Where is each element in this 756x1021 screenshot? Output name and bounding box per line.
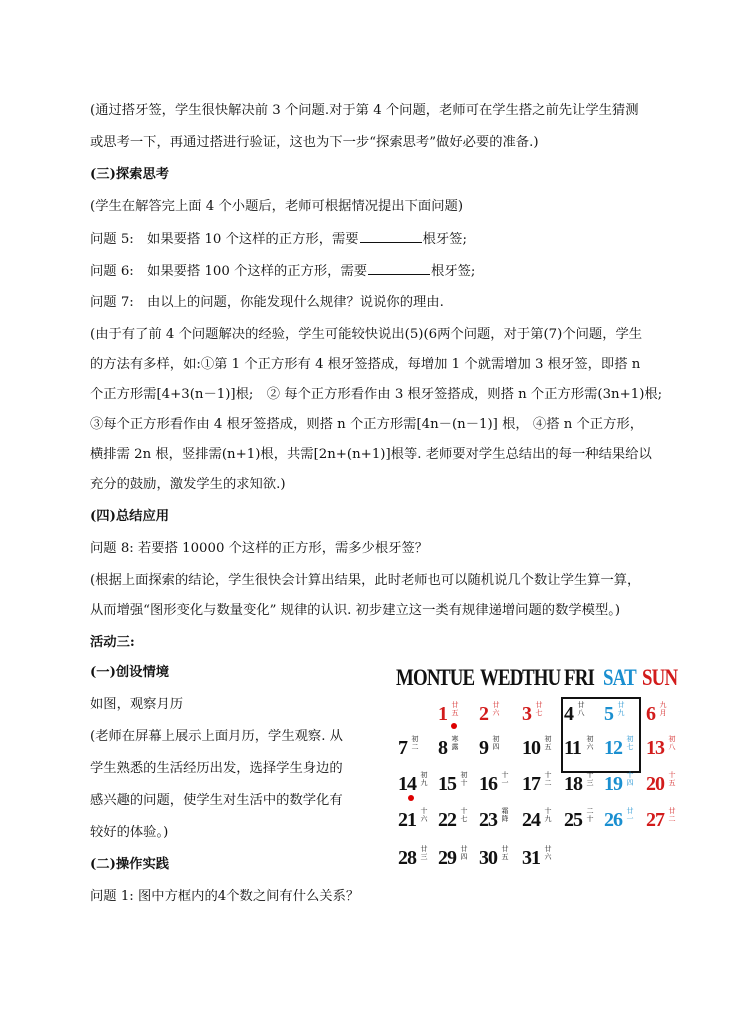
- lunar-date-label: 九月: [659, 701, 667, 717]
- lunar-date-label: 初二: [411, 735, 419, 751]
- lunar-date-label: 十六: [420, 807, 428, 823]
- day-number: 14: [398, 773, 416, 795]
- lunar-date-label: 十三: [586, 771, 594, 787]
- calendar-day-16: [479, 771, 519, 801]
- lunar-date-label: 初七: [626, 735, 634, 751]
- calendar-day-23: [479, 807, 519, 837]
- calendar-day-10: [522, 735, 562, 765]
- day-number: 18: [564, 773, 582, 795]
- lunar-date-label: 廿六: [492, 701, 500, 717]
- question-6-prefix: 问题 6: 如果要搭 100 个这样的正方形，需要: [90, 264, 368, 279]
- answer-blank-5[interactable]: [360, 230, 422, 243]
- day-number: 10: [522, 737, 540, 759]
- lunar-date-label: 十二: [544, 771, 552, 787]
- day-number: 11: [564, 737, 581, 759]
- paragraph-line: 学生熟悉的生活经历出发，选择学生身边的: [90, 761, 343, 776]
- calendar-day-29: [438, 845, 478, 875]
- weekday-header-tue: TUE: [438, 665, 475, 690]
- answer-blank-6[interactable]: [368, 262, 430, 275]
- lunar-date-label: 寒露: [451, 735, 459, 751]
- lunar-date-label: 初九: [420, 771, 428, 787]
- lunar-date-label: 十一: [501, 771, 509, 787]
- day-number: 31: [522, 847, 540, 869]
- calendar-day-9: [479, 735, 519, 765]
- calendar-day-14: [398, 771, 438, 801]
- calendar-day-2: [479, 701, 519, 731]
- paragraph-line: (学生在解答完上面 4 个小题后，老师可根据情况提出下面问题): [90, 199, 464, 214]
- lunar-date-label: 十九: [544, 807, 552, 823]
- lunar-date-label: 初六: [586, 735, 594, 751]
- paragraph-line: (根据上面探索的结论，学生很快会计算出结果，此时老师也可以随机说几个数让学生算一算，: [90, 573, 641, 588]
- lunar-date-label: 廿二: [668, 807, 676, 823]
- lunar-date-label: 廿九: [617, 701, 625, 717]
- day-number: 28: [398, 847, 416, 869]
- lunar-date-label: 十五: [668, 771, 676, 787]
- calendar-day-24: [522, 807, 562, 837]
- activity-heading: 活动三:: [90, 635, 135, 650]
- day-number: 15: [438, 773, 456, 795]
- day-number: 13: [646, 737, 664, 759]
- day-number: 27: [646, 809, 664, 831]
- lunar-date-label: 廿五: [501, 845, 509, 861]
- calendar-day-17: [522, 771, 562, 801]
- calendar-day-25: [564, 807, 604, 837]
- calendar-day-26: [604, 807, 644, 837]
- calendar-day-28: [398, 845, 438, 875]
- lunar-date-label: 初五: [544, 735, 552, 751]
- calendar-day-5: [604, 701, 644, 731]
- day-number: 4: [564, 703, 573, 725]
- calendar-day-27: [646, 807, 686, 837]
- paragraph-line: (通过搭牙签，学生很快解决前 3 个问题.对于第 4 个问题，老师可在学生搭之前先让学生猜测: [90, 103, 639, 118]
- paragraph-line: 从而增强“图形变化与数量变化” 规律的认识. 初步建立这一类有规律递增问题的数学模型。): [90, 603, 621, 618]
- calendar-day-4: [564, 701, 604, 731]
- day-number: 22: [438, 809, 456, 831]
- question-6-suffix: 根牙签;: [431, 264, 476, 279]
- calendar-day-13: [646, 735, 686, 765]
- day-number: 17: [522, 773, 540, 795]
- lunar-date-label: 廿五: [451, 701, 459, 717]
- section-heading-explore: (三)探索思考: [90, 167, 170, 182]
- calendar-day-6: [646, 701, 686, 731]
- day-number: 1: [438, 703, 447, 725]
- calendar-day-30: [479, 845, 519, 875]
- paragraph-line: ③每个正方形看作由 4 根牙签搭成，则搭 n 个正方形需[4n－(n－1)] 根， ④搭 n 个正方形，: [90, 417, 643, 432]
- paragraph-line: 感兴趣的问题，使学生对生活中的数学化有: [90, 793, 343, 808]
- calendar-day-8: [438, 735, 478, 765]
- day-number: 21: [398, 809, 416, 831]
- weekday-header-sat: SAT: [603, 665, 636, 690]
- calendar-day-15: [438, 771, 478, 801]
- holiday-marker-icon: [408, 795, 414, 801]
- day-number: 23: [479, 809, 497, 831]
- weekday-header-wed: WED: [480, 665, 523, 690]
- day-number: 30: [479, 847, 497, 869]
- question-5: [90, 230, 670, 249]
- day-number: 16: [479, 773, 497, 795]
- calendar-day-7: [398, 735, 438, 765]
- day-number: 20: [646, 773, 664, 795]
- paragraph-line: 如图，观察月历: [90, 697, 184, 712]
- question-7: 问题 7: 由以上的问题，你能发现什么规律？说说你的理由.: [90, 295, 444, 310]
- section-heading-summary: (四)总结应用: [90, 509, 170, 524]
- section-heading-practice: (二)操作实践: [90, 857, 170, 872]
- paragraph-line: 的方法有多样，如:①第 1 个正方形有 4 根牙签搭成，每增加 1 个就需增加 3 根牙签，即搭 n: [90, 357, 641, 372]
- question-8: 问题 8: 若要搭 10000 个这样的正方形，需多少根牙签？: [90, 541, 429, 556]
- calendar-day-19: [604, 771, 644, 801]
- month-calendar-image: [394, 659, 680, 881]
- day-number: 2: [479, 703, 488, 725]
- section-heading-context: (一)创设情境: [90, 665, 170, 680]
- lunar-date-label: 十七: [460, 807, 468, 823]
- lunar-date-label: 廿四: [460, 845, 468, 861]
- day-number: 7: [398, 737, 407, 759]
- calendar-day-31: [522, 845, 562, 875]
- lunar-date-label: 二十: [586, 807, 594, 823]
- day-number: 25: [564, 809, 582, 831]
- weekday-header-mon: MON: [396, 665, 440, 690]
- weekday-header-fri: FRI: [564, 665, 595, 690]
- paragraph-line: 横排需 2n 根，竖排需(n+1)根，共需[2n+(n+1)]根等. 老师要对学生总结出的每一种结果给以: [90, 447, 652, 462]
- question-1: 问题 1: 图中方框内的4个数之间有什么关系？: [90, 889, 360, 904]
- paragraph-line: 个正方形需[4+3(n－1)]根; ② 每个正方形看作由 3 根牙签搭成，则搭 n 个正方形需(3n+1)根;: [90, 387, 663, 402]
- lunar-date-label: 廿八: [577, 701, 585, 717]
- calendar-day-22: [438, 807, 478, 837]
- lunar-date-label: 廿六: [544, 845, 552, 861]
- calendar-day-20: [646, 771, 686, 801]
- paragraph-line: 或思考一下，再通过搭进行验证，这也为下一步“探索思考”做好必要的准备.): [90, 135, 539, 150]
- calendar-day-12: [604, 735, 644, 765]
- calendar-day-3: [522, 701, 562, 731]
- paragraph-line: (老师在屏幕上展示上面月历，学生观察. 从: [90, 729, 343, 744]
- day-number: 5: [604, 703, 613, 725]
- lunar-date-label: 初八: [668, 735, 676, 751]
- calendar-day-18: [564, 771, 604, 801]
- paragraph-line: 充分的鼓励，激发学生的求知欲.): [90, 477, 286, 492]
- day-number: 3: [522, 703, 531, 725]
- lunar-date-label: 廿七: [535, 701, 543, 717]
- day-number: 19: [604, 773, 622, 795]
- weekday-header-sun: SUN: [642, 665, 678, 690]
- question-5-suffix: 根牙签;: [422, 232, 467, 247]
- day-number: 9: [479, 737, 488, 759]
- lunar-date-label: 廿一: [626, 807, 634, 823]
- lunar-date-label: 十四: [626, 771, 634, 787]
- question-6: [90, 262, 670, 281]
- lunar-date-label: 初十: [460, 771, 468, 787]
- day-number: 8: [438, 737, 447, 759]
- day-number: 12: [604, 737, 622, 759]
- weekday-header-thu: THU: [522, 665, 561, 690]
- day-number: 26: [604, 809, 622, 831]
- day-number: 6: [646, 703, 655, 725]
- paragraph-line: (由于有了前 4 个问题解决的经验，学生可能较快说出(5)(6两个问题，对于第(7)个问题，学生: [90, 327, 643, 342]
- lunar-date-label: 廿三: [420, 845, 428, 861]
- holiday-marker-icon: [451, 723, 457, 729]
- calendar-day-21: [398, 807, 438, 837]
- lunar-date-label: 初四: [492, 735, 500, 751]
- paragraph-line: 较好的体验。): [90, 825, 169, 840]
- day-number: 29: [438, 847, 456, 869]
- question-5-prefix: 问题 5: 如果要搭 10 个这样的正方形，需要: [90, 232, 359, 247]
- calendar-day-11: [564, 735, 604, 765]
- lunar-date-label: 霜降: [501, 807, 509, 823]
- day-number: 24: [522, 809, 540, 831]
- calendar-day-1: [438, 701, 478, 731]
